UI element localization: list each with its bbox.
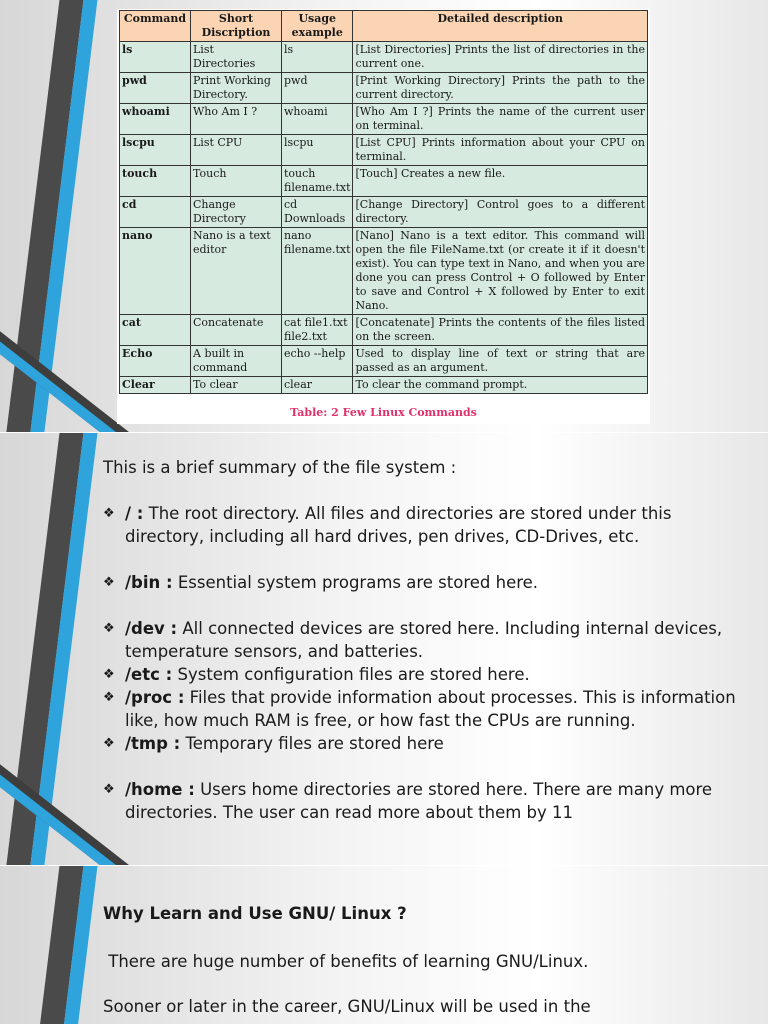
table-row (120, 104, 648, 135)
fs-description: Essential system programs are stored here. (172, 573, 539, 592)
list-item (103, 617, 743, 663)
cell-command: pwd (120, 73, 191, 104)
table-row (120, 166, 648, 197)
cell-usage-example: clear (282, 377, 353, 394)
cell-short-description: Print Working Directory. (191, 73, 282, 104)
list-item (103, 778, 743, 824)
list-item (103, 502, 743, 548)
table-row (120, 315, 648, 346)
commands-table (119, 10, 648, 394)
header-short-description: Short Discription (191, 11, 282, 42)
cell-detailed-description: [Concatenate] Prints the contents of the files listed on the screen. (353, 315, 648, 346)
why-linux-title: Why Learn and Use GNU/ Linux ? (103, 904, 407, 923)
cell-command: whoami (120, 104, 191, 135)
fs-term: /dev : (125, 619, 178, 638)
commands-table-image (117, 9, 650, 424)
cell-command: lscpu (120, 135, 191, 166)
fs-term: /proc : (125, 688, 185, 707)
list-item (103, 571, 743, 594)
diamond-bullet-icon: ❖ (103, 736, 115, 751)
cell-usage-example: pwd (282, 73, 353, 104)
cell-detailed-description: [Change Directory] Control goes to a different directory. (353, 197, 648, 228)
fs-description: Users home directories are stored here. There are many more directories. The user can read more about them by 11 (125, 780, 713, 822)
cell-short-description: Who Am I ? (191, 104, 282, 135)
fs-description: Temporary files are stored here (180, 734, 444, 753)
cell-short-description: To clear (191, 377, 282, 394)
cell-usage-example: cd Downloads (282, 197, 353, 228)
cell-detailed-description: [List Directories] Prints the list of directories in the current one. (353, 42, 648, 73)
list-item (103, 686, 743, 732)
cell-short-description: List CPU (191, 135, 282, 166)
cell-usage-example: echo --help (282, 346, 353, 377)
table-row (120, 228, 648, 315)
cell-detailed-description: [List CPU] Prints information about your CPU on terminal. (353, 135, 648, 166)
cell-short-description: Touch (191, 166, 282, 197)
table-row (120, 377, 648, 394)
fs-term: /etc : (125, 665, 173, 684)
fs-term: /home : (125, 780, 195, 799)
diamond-bullet-icon: ❖ (103, 667, 115, 682)
cell-command: nano (120, 228, 191, 315)
cell-command: Echo (120, 346, 191, 377)
fs-term: / : (125, 504, 144, 523)
header-usage-example: Usage example (282, 11, 353, 42)
table-row (120, 73, 648, 104)
why-linux-para1: There are huge number of benefits of learning GNU/Linux. (103, 952, 589, 971)
table-row (120, 135, 648, 166)
table-row (120, 197, 648, 228)
cell-detailed-description: [Who Am I ?] Prints the name of the current user on terminal. (353, 104, 648, 135)
cell-short-description: Nano is a text editor (191, 228, 282, 315)
cell-command: touch (120, 166, 191, 197)
cell-detailed-description: To clear the command prompt. (353, 377, 648, 394)
fs-list (103, 502, 743, 824)
cell-command: cat (120, 315, 191, 346)
fs-term: /tmp : (125, 734, 181, 753)
cell-usage-example: ls (282, 42, 353, 73)
cell-command: ls (120, 42, 191, 73)
diamond-bullet-icon: ❖ (103, 506, 115, 521)
cell-usage-example: touch filename.txt (282, 166, 353, 197)
diamond-bullet-icon: ❖ (103, 782, 115, 797)
cell-short-description: Concatenate (191, 315, 282, 346)
fs-description: System configuration files are stored here. (172, 665, 530, 684)
cell-detailed-description: [Touch] Creates a new file. (353, 166, 648, 197)
fs-term: /bin : (125, 573, 173, 592)
fs-summary (103, 456, 743, 824)
table-row (120, 42, 648, 73)
diamond-bullet-icon: ❖ (103, 690, 115, 705)
cell-detailed-description: [Nano] Nano is a text editor. This command will open the file FileName.txt (or create it if it doesn't exist). You can type text in Nano, and when you are done you can press Control + O followed by Enter to save and Control + X followed by Enter to exit Nano. (353, 228, 648, 315)
why-linux-para2: Sooner or later in the career, GNU/Linux will be used in the (103, 997, 591, 1016)
fs-description: The root directory. All files and directories are stored under this directory, including all hard drives, pen drives, CD-Drives, etc. (125, 504, 672, 546)
cell-command: Clear (120, 377, 191, 394)
cell-short-description: List Directories (191, 42, 282, 73)
cell-usage-example: lscpu (282, 135, 353, 166)
slide-commands-table (0, 0, 768, 432)
cell-usage-example: nano filename.txt (282, 228, 353, 315)
table-row (120, 346, 648, 377)
fs-description: Files that provide information about processes. This is information like, how much RAM is free, or how fast the CPUs are running. (125, 688, 736, 730)
slide-file-system (0, 433, 768, 865)
list-item (103, 732, 743, 755)
list-item (103, 663, 743, 686)
cell-short-description: A built in command (191, 346, 282, 377)
fs-intro: This is a brief summary of the file system : (103, 458, 457, 477)
table-caption: Table: 2 Few Linux Commands (290, 406, 477, 419)
cell-detailed-description: Used to display line of text or string that are passed as an argument. (353, 346, 648, 377)
table-header-row (120, 11, 648, 42)
cell-usage-example: cat file1.txt file2.txt (282, 315, 353, 346)
cell-short-description: Change Directory (191, 197, 282, 228)
header-command: Command (120, 11, 191, 42)
diamond-bullet-icon: ❖ (103, 575, 115, 590)
cell-command: cd (120, 197, 191, 228)
diamond-bullet-icon: ❖ (103, 621, 115, 636)
cell-usage-example: whoami (282, 104, 353, 135)
fs-description: All connected devices are stored here. Including internal devices, temperature sensors, and batteries. (125, 619, 723, 661)
header-detailed-description: Detailed description (353, 11, 648, 42)
cell-detailed-description: [Print Working Directory] Prints the path to the current directory. (353, 73, 648, 104)
slide-why-linux (0, 866, 768, 1024)
